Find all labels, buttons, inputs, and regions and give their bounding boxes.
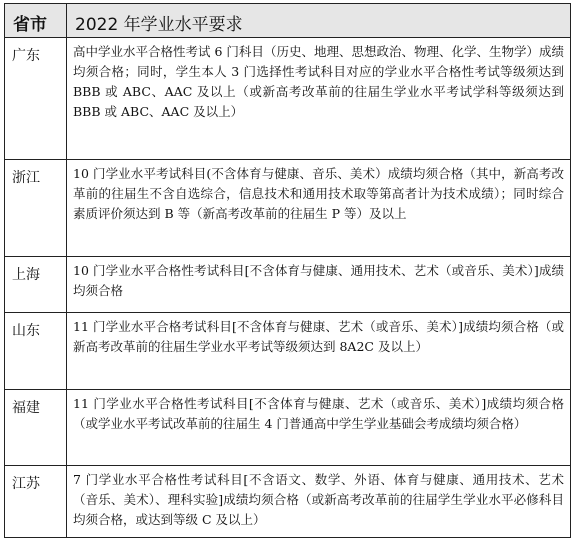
table-row [5,38,571,160]
requirement-cell: 11 门学业水平合格考试科目[不含体育与健康、艺术（或音乐、美术）]成绩均须合格（或新高考改革前的往届生学业水平考试等级须达到 8A2C 及以上） [67,313,571,390]
requirement-cell: 高中学业水平合格性考试 6 门科目（历史、地理、思想政治、物理、化学、生物学）成绩均须合格；同时，学生本人 3 门选择性考试科目对应的学业水平合格性考试等级须达到 BBB 或 ABC、AAC 及以上（或新高考改革前的往届生学业水平考试学科等级须达到 BBB 或 ABC、AAC 及以上） [67,38,571,160]
province-cell: 福建 [5,390,67,466]
requirement-cell: 7 门学业水平合格性考试科目[不含语文、数学、外语、体育与健康、通用技术、艺术（音乐、美术）、理科实验]成绩均须合格（或新高考改革前的往届学生学业水平必修科目均须合格，或达到等级 C 及以上） [67,466,571,538]
table-header-row [5,4,571,38]
header-requirement: 2022 年学业水平要求 [67,4,571,38]
header-province: 省市 [5,4,67,38]
requirements-table [4,3,571,538]
requirement-cell: 10 门学业水平合格性考试科目[不含体育与健康、通用技术、艺术（或音乐、美术）]成绩均须合格 [67,257,571,313]
province-cell: 上海 [5,257,67,313]
province-cell: 江苏 [5,466,67,538]
requirement-cell: 10 门学业水平考试科目(不含体育与健康、音乐、美术）成绩均须合格（其中，新高考改革前的往届生不含自选综合，信息技术和通用技术取等第高者计为技术成绩）；同时综合素质评价须达到 B 等（新高考改革前的往届生 P 等）及以上 [67,160,571,257]
table-row [5,257,571,313]
requirement-cell: 11 门学业水平合格性考试科目[不含体育与健康、艺术（或音乐、美术）]成绩均须合格（或学业水平考试改革前的往届生 4 门普通高中学生学业基础会考成绩均须合格） [67,390,571,466]
province-cell: 广东 [5,38,67,160]
table-row [5,466,571,538]
province-cell: 山东 [5,313,67,390]
table-row [5,313,571,390]
province-cell: 浙江 [5,160,67,257]
requirements-table-wrapper [4,3,571,538]
table-row [5,390,571,466]
table-row [5,160,571,257]
